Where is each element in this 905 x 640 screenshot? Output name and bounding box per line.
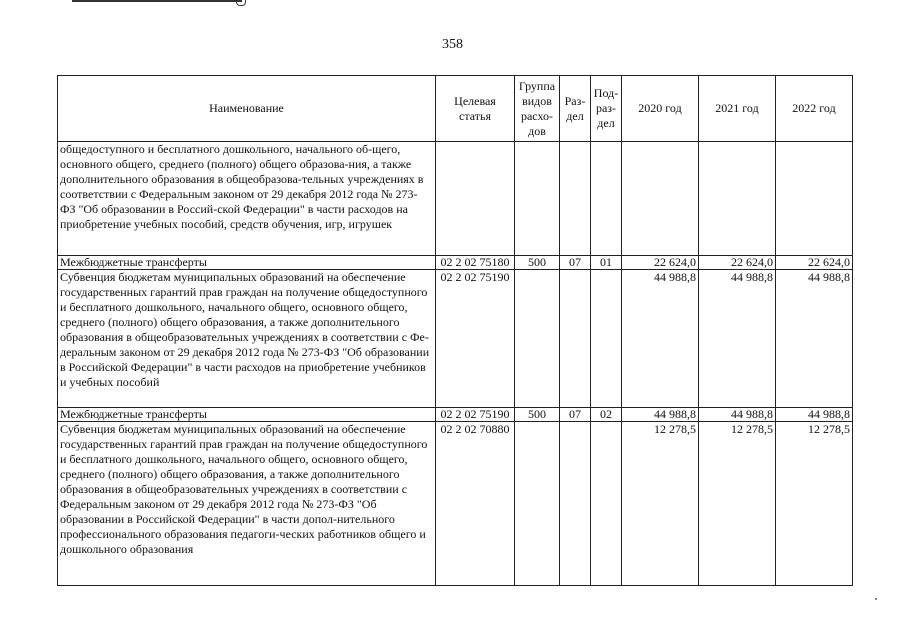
row-name: Межбюджетные трансферты xyxy=(58,256,436,270)
header-year-2020: 2020 год xyxy=(622,76,699,142)
row-section xyxy=(560,422,591,586)
page-number: 358 xyxy=(442,37,463,52)
row-expense-group: 500 xyxy=(515,408,560,422)
row-target-article: 02 2 02 75190 xyxy=(436,408,515,422)
header-name: Наименование xyxy=(58,76,436,142)
header-year-2021: 2021 год xyxy=(699,76,776,142)
row-name: Субвенция бюджетам муниципальных образований на обеспечение государственных гарантий прав граждан на получение общедоступного и бесплатного дошкольного, начального общего, основного общего, среднего (полного) общего образования, а также дополнительного образования в общеобразовательных учреждениях в соответствии с Федеральным законом от 29 декабря 2012 года № 273-ФЗ "Об образовании в Российской Федерации" в части допол-нительного профессионального образования педагоги-ческих работников общего и дошкольного образования xyxy=(58,422,436,586)
header-section: Раз-дел xyxy=(560,76,591,142)
table-row xyxy=(58,408,853,422)
row-value-2020: 12 278,5 xyxy=(622,422,699,586)
budget-table xyxy=(57,75,853,586)
row-subsection xyxy=(591,422,622,586)
row-expense-group xyxy=(515,142,560,256)
row-value-2021: 22 624,0 xyxy=(699,256,776,270)
row-expense-group xyxy=(515,270,560,408)
header-year-2022: 2022 год xyxy=(776,76,853,142)
scan-speck xyxy=(875,598,877,600)
row-subsection xyxy=(591,270,622,408)
top-edge-mark-end xyxy=(236,0,246,6)
row-section: 07 xyxy=(560,256,591,270)
row-target-article: 02 2 02 70880 xyxy=(436,422,515,586)
row-value-2022: 44 988,8 xyxy=(776,270,853,408)
table-row xyxy=(58,422,853,586)
row-target-article: 02 2 02 75180 xyxy=(436,256,515,270)
row-subsection: 02 xyxy=(591,408,622,422)
row-section: 07 xyxy=(560,408,591,422)
row-value-2020 xyxy=(622,142,699,256)
header-expense-group: Группа видов расхо-дов xyxy=(515,76,560,142)
row-value-2022 xyxy=(776,142,853,256)
row-target-article: 02 2 02 75190 xyxy=(436,270,515,408)
row-name: Субвенция бюджетам муниципальных образований на обеспечение государственных гарантий прав граждан на получение общедоступного и бесплатного дошкольного, начального общего, основного общего, среднего (полного) общего образования, а также дополнительного образования в общеобразовательных учреждениях в соответствии с Фе-деральным законом от 29 декабря 2012 года № 273-ФЗ "Об образовании в Российской Федерации" в части расходов на приобретение учебников и учебных пособий xyxy=(58,270,436,408)
top-edge-mark xyxy=(72,0,242,5)
row-subsection: 01 xyxy=(591,256,622,270)
row-value-2021: 44 988,8 xyxy=(699,408,776,422)
row-value-2022: 44 988,8 xyxy=(776,408,853,422)
row-value-2020: 44 988,8 xyxy=(622,270,699,408)
row-target-article xyxy=(436,142,515,256)
row-expense-group xyxy=(515,422,560,586)
row-subsection xyxy=(591,142,622,256)
row-section xyxy=(560,142,591,256)
row-value-2022: 12 278,5 xyxy=(776,422,853,586)
row-value-2020: 22 624,0 xyxy=(622,256,699,270)
header-target-article: Целевая статья xyxy=(436,76,515,142)
row-value-2021: 44 988,8 xyxy=(699,270,776,408)
row-name: Межбюджетные трансферты xyxy=(58,408,436,422)
row-value-2020: 44 988,8 xyxy=(622,408,699,422)
row-value-2022: 22 624,0 xyxy=(776,256,853,270)
row-expense-group: 500 xyxy=(515,256,560,270)
table-row xyxy=(58,270,853,408)
row-section xyxy=(560,270,591,408)
row-value-2021: 12 278,5 xyxy=(699,422,776,586)
table-row xyxy=(58,142,853,256)
table-header-row xyxy=(58,76,853,142)
row-value-2021 xyxy=(699,142,776,256)
table-row xyxy=(58,256,853,270)
header-subsection: Под-раз-дел xyxy=(591,76,622,142)
row-name: общедоступного и бесплатного дошкольного, начального об-щего, основного общего, среднего (полного) общего образова-ния, а также дополнительного образования в общеобразова-тельных учреждениях в соответствии с Федеральным законом от 29 декабря 2012 года № 273-ФЗ "Об образовании в Россий-ской Федерации" в части расходов на приобретение учебных пособий, средств обучения, игр, игрушек xyxy=(58,142,436,256)
